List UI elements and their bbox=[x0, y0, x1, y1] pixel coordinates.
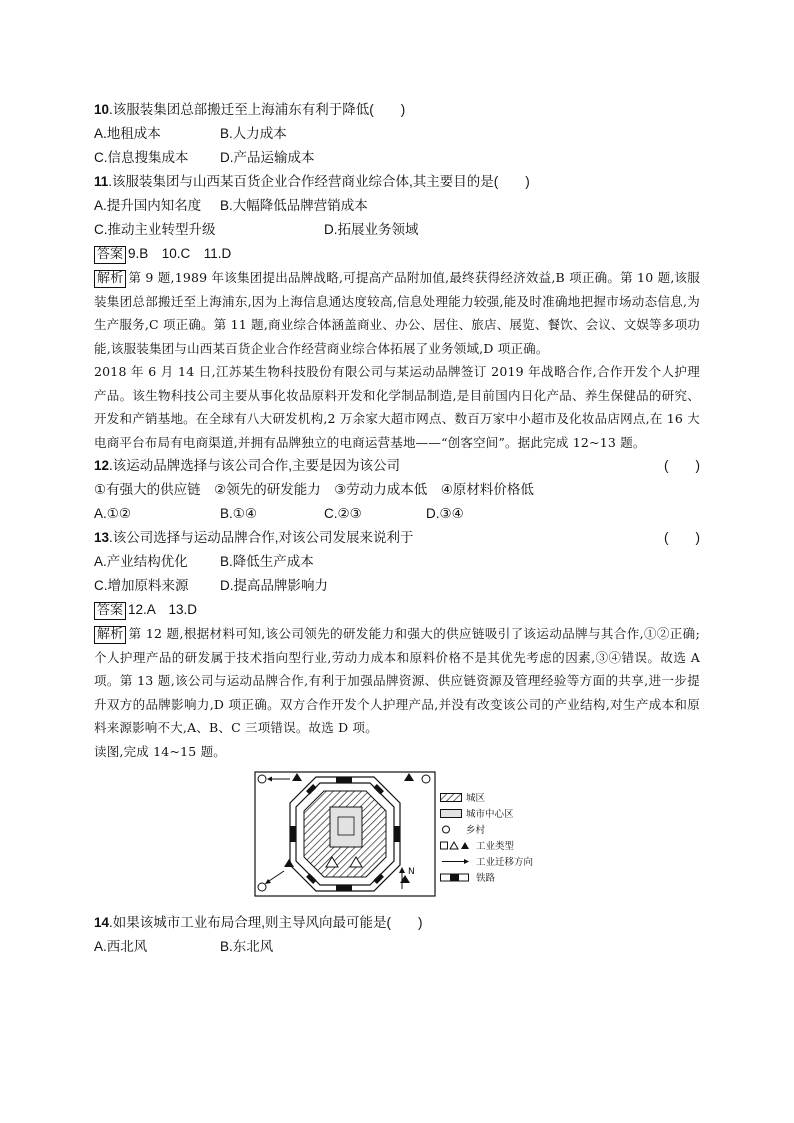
option-a[interactable]: A.提升国内知名度 bbox=[94, 198, 202, 213]
options-row bbox=[94, 122, 700, 146]
railway-segment bbox=[336, 885, 352, 891]
legend-item bbox=[440, 821, 533, 837]
map-intro: 读图,完成 14~15 题。 bbox=[94, 743, 227, 759]
legend-label: 工业类型 bbox=[476, 841, 515, 852]
question-10 bbox=[94, 98, 700, 122]
options-row bbox=[94, 502, 700, 526]
option-b[interactable]: B.大幅降低品牌营销成本 bbox=[220, 198, 368, 213]
option-a[interactable]: A.①② bbox=[94, 506, 131, 521]
legend-label: 城市中心区 bbox=[466, 809, 514, 820]
question-stem: .该运动品牌选择与该公司合作,主要是因为该公司 bbox=[109, 458, 401, 473]
option-c[interactable]: C.增加原料来源 bbox=[94, 578, 189, 593]
option-d[interactable]: D.拓展业务领域 bbox=[324, 222, 419, 237]
village-icon bbox=[440, 825, 462, 834]
legend-item bbox=[440, 853, 533, 869]
options-row bbox=[94, 194, 700, 218]
answer-blank: ( ) bbox=[664, 458, 700, 473]
question-number: 11 bbox=[94, 174, 109, 189]
option-d[interactable]: D.产品运输成本 bbox=[220, 150, 315, 165]
analysis-block bbox=[94, 622, 700, 740]
options-row bbox=[94, 146, 700, 170]
page-content bbox=[94, 98, 700, 959]
question-stem: .如果该城市工业布局合理,则主导风向最可能是( ) bbox=[109, 915, 423, 930]
statements-row: ①有强大的供应链 ②领先的研发能力 ③劳动力成本低 ④原材料价格低 bbox=[94, 482, 534, 497]
village bbox=[258, 883, 266, 891]
option-d[interactable]: D.③④ bbox=[426, 506, 464, 521]
answer-blank: ( ) bbox=[664, 530, 700, 545]
options-row bbox=[94, 935, 700, 959]
village bbox=[422, 775, 430, 783]
question-number: 12 bbox=[94, 458, 110, 473]
answer-block bbox=[94, 598, 700, 622]
railway-segment bbox=[336, 777, 352, 783]
analysis-tag: 解析 bbox=[94, 270, 126, 288]
analysis-block bbox=[94, 266, 700, 360]
option-c[interactable]: C.信息搜集成本 bbox=[94, 150, 189, 165]
question-stem: .该服装集团总部搬迁至上海浦东有利于降低( ) bbox=[109, 102, 406, 117]
city-center-core bbox=[338, 817, 354, 835]
option-b[interactable]: B.人力成本 bbox=[220, 126, 287, 141]
center-swatch-icon bbox=[440, 809, 462, 818]
option-a[interactable]: A.产业结构优化 bbox=[94, 554, 188, 569]
legend-item bbox=[440, 869, 533, 885]
city-layout-map bbox=[254, 771, 554, 901]
option-c[interactable]: C.推动主业转型升级 bbox=[94, 222, 216, 237]
analysis-tag: 解析 bbox=[94, 626, 126, 644]
option-b[interactable]: B.①④ bbox=[220, 506, 257, 521]
question-stem: .该服装集团与山西某百货企业合作经营商业综合体,其主要目的是( ) bbox=[108, 174, 530, 189]
question-11 bbox=[94, 170, 700, 194]
industry-types-icon bbox=[440, 841, 472, 850]
option-b[interactable]: B.东北风 bbox=[220, 939, 274, 954]
legend-item bbox=[440, 789, 533, 805]
analysis-text: 第 9 题,1989 年该集团提出品牌战略,可提高产品附加值,最终获得经济效益,B 项正确。第 10 题,该服装集团总部搬迁至上海浦东,因为上海信息通达度较高,信息处理能力较强,能及时准确地把握市场动态信息,为生产服务,C 项正确。第 11 题,商业综合体涵盖商业、办公、居住、旅店、展览、餐饮、会议、文娱等多项功能,该服装集团与山西某百货企业合作经营商业综合体拓展了业务领域,D 项正确。 bbox=[94, 270, 700, 356]
option-a[interactable]: A.西北风 bbox=[94, 939, 148, 954]
option-d[interactable]: D.提高品牌影响力 bbox=[220, 578, 328, 593]
city-map-diagram bbox=[254, 771, 436, 897]
question-stem: .该公司选择与运动品牌合作,对该公司发展来说利于 bbox=[109, 530, 414, 545]
answer-text: 12.A 13.D bbox=[128, 602, 198, 617]
answer-text: 9.B 10.C 11.D bbox=[128, 246, 232, 261]
answer-block bbox=[94, 242, 700, 266]
options-row bbox=[94, 574, 700, 598]
option-c[interactable]: C.②③ bbox=[324, 506, 362, 521]
legend-label: 铁路 bbox=[476, 873, 496, 884]
legend-label: 乡村 bbox=[466, 825, 486, 836]
answer-tag: 答案 bbox=[94, 602, 126, 620]
question-number: 10 bbox=[94, 102, 110, 117]
legend-item bbox=[440, 805, 533, 821]
north-label: N bbox=[408, 867, 415, 877]
material-paragraph: 2018 年 6 月 14 日,江苏某生物科技股份有限公司与某运动品牌签订 2019 年战略合作,合作开发个人护理产品。该生物科技公司主要从事化妆品原料开发和化学制品制造,是目前国内日化产品、养生保健品的研究、开发和产销基地。在全球有八大研发机构,2 万余家大超市网点、数百万家中小超市及化妆品店网点,在 16 大电商平台布局有电商渠道,并拥有品牌独立的电商运营基地——“创客空间”。据此完成 12~13 题。 bbox=[94, 364, 700, 450]
legend-label: 工业迁移方向 bbox=[476, 857, 534, 868]
answer-tag: 答案 bbox=[94, 246, 126, 264]
legend-label: 城区 bbox=[466, 793, 486, 804]
railway-segment bbox=[394, 826, 400, 842]
map-legend bbox=[440, 789, 533, 885]
question-12 bbox=[94, 454, 700, 478]
railway-segment bbox=[290, 826, 296, 842]
question-number: 13 bbox=[94, 530, 110, 545]
option-a[interactable]: A.地租成本 bbox=[94, 126, 161, 141]
village bbox=[258, 775, 266, 783]
railway-icon bbox=[440, 873, 472, 882]
question-number: 14 bbox=[94, 915, 110, 930]
analysis-text: 第 12 题,根据材料可知,该公司领先的研发能力和强大的供应链吸引了该运动品牌与其合作,①②正确;个人护理产品的研发属于技术指向型行业,劳动力成本和原料价格不是其优先考虑的因素,③④错误。故选 A 项。第 13 题,该公司与运动品牌合作,有利于加强品牌资源、供应链资源及管理经验等方面的共享,进一步提升双方的品牌影响力,D 项正确。双方合作开发个人护理产品,并没有改变该公司的产业结构,对生产成本和原料来源影响不大,A、B、C 三项错误。故选 D 项。 bbox=[94, 626, 700, 735]
question-13 bbox=[94, 526, 700, 550]
legend-item bbox=[440, 837, 533, 853]
option-b[interactable]: B.降低生产成本 bbox=[220, 554, 314, 569]
migration-arrow-icon bbox=[440, 857, 472, 866]
question-14 bbox=[94, 911, 700, 935]
options-row bbox=[94, 550, 700, 574]
urban-swatch-icon bbox=[440, 793, 462, 802]
options-row bbox=[94, 218, 700, 242]
